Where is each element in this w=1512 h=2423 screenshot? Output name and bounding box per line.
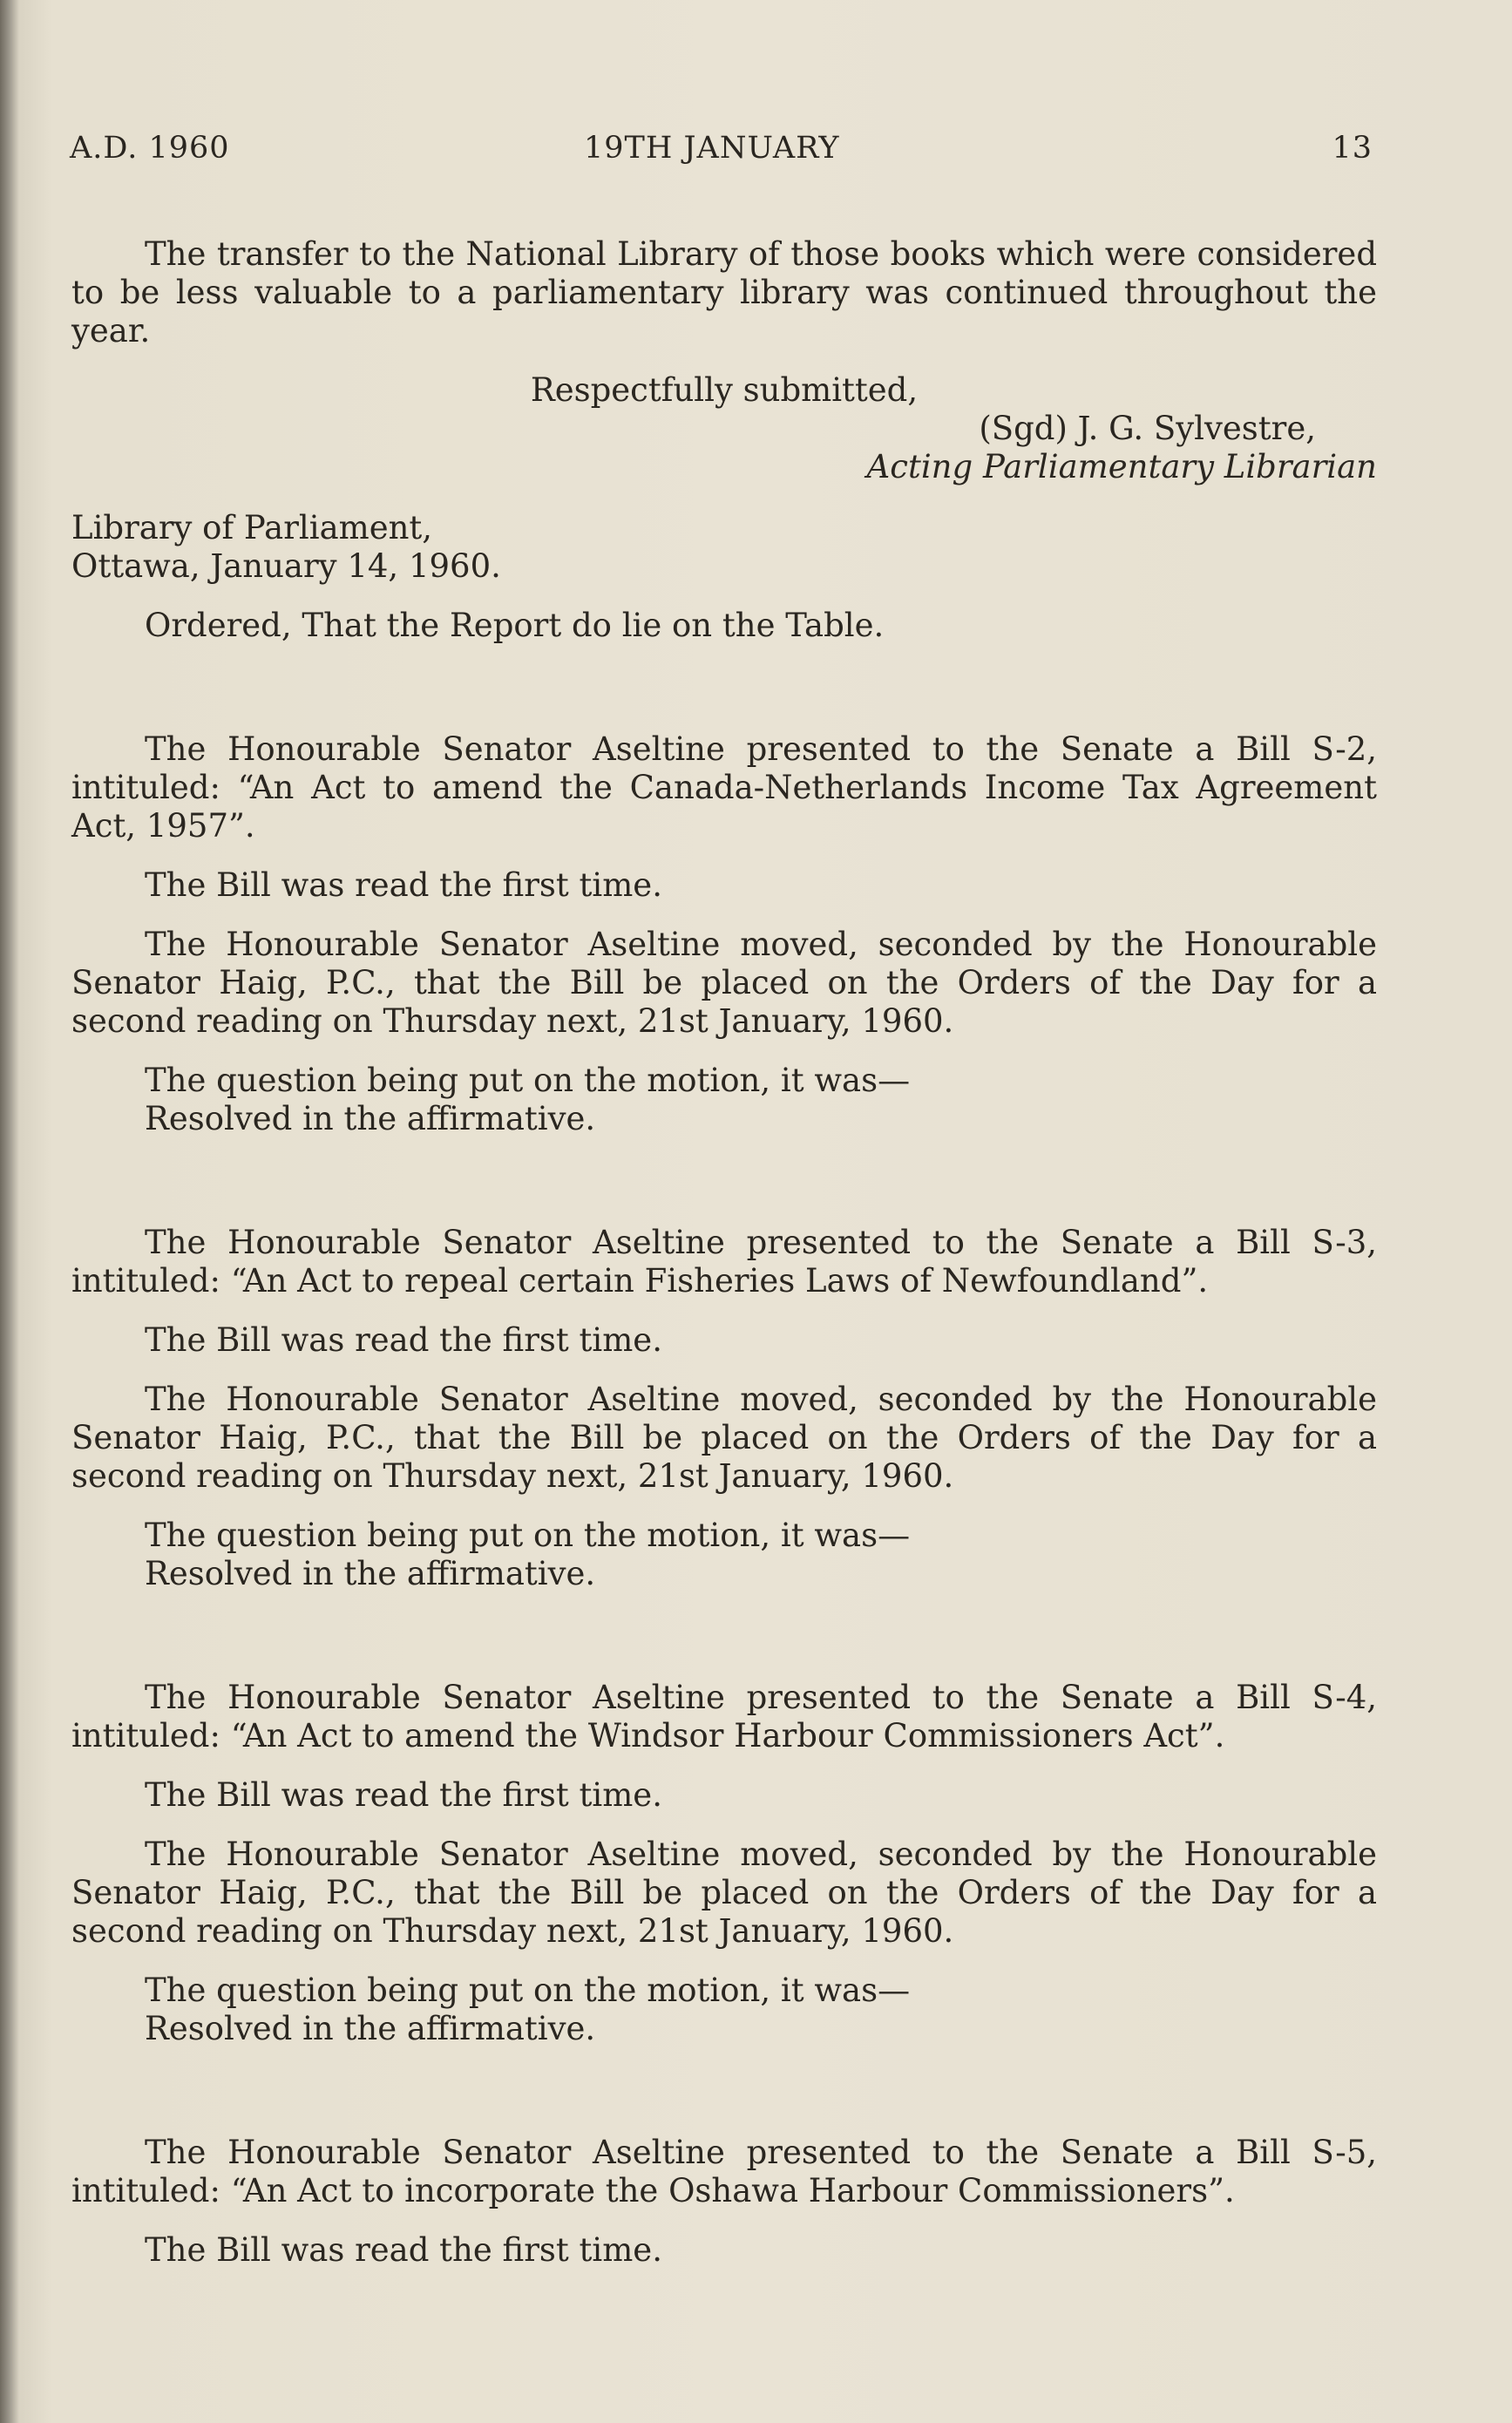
- bill-s5-presented: The Honourable Senator Aseltine presented to the Senate a Bill S-5, intituled: “An Act to incorporate the Oshawa Harbour Commissioners”.: [71, 2134, 1377, 2209]
- bill-s4-resolved: Resolved in the affirmative.: [145, 2010, 596, 2047]
- page-body: [71, 235, 1377, 2270]
- bill-s4-presented: The Honourable Senator Aseltine presented to the Senate a Bill S-4, intituled: “An Act to amend the Windsor Harbour Commissioners Act”.: [71, 1679, 1377, 1754]
- bill-s5-read: The Bill was read the first time.: [145, 2231, 662, 2269]
- bill-s4-question: The question being put on the motion, it was—: [145, 1972, 911, 2009]
- bill-s3-read: The Bill was read the first time.: [145, 1321, 662, 1359]
- ordered-paragraph: Ordered, That the Report do lie on the Table.: [145, 607, 885, 644]
- bill-s3-question: The question being put on the motion, it was—: [145, 1517, 911, 1554]
- place-line-1: Library of Parliament,: [71, 509, 433, 546]
- signature-title: Acting Parliamentary Librarian: [866, 448, 1377, 485]
- bill-s3-presented: The Honourable Senator Aseltine presented to the Senate a Bill S-3, intituled: “An Act to repeal certain Fisheries Laws of Newfoundland”.: [71, 1224, 1377, 1300]
- header-date: 19TH JANUARY: [584, 131, 840, 166]
- page-number: 13: [1332, 131, 1373, 166]
- bill-s2-resolved: Resolved in the affirmative.: [145, 1100, 596, 1137]
- library-transfer-paragraph: The transfer to the National Library of those books which were considered to be less valuable to a parliamentary library was continued throughout the year.: [71, 235, 1377, 350]
- bill-s2-read: The Bill was read the first time.: [145, 866, 662, 904]
- bill-s4-moved: The Honourable Senator Aseltine moved, seconded by the Honourable Senator Haig, P.C., that the Bill be placed on the Orders of the Day for a second reading on Thursday next, 21st January, 1960.: [71, 1836, 1377, 1950]
- bill-s3-resolved: Resolved in the affirmative.: [145, 1555, 596, 1592]
- bill-s3-moved: The Honourable Senator Aseltine moved, seconded by the Honourable Senator Haig, P.C., that the Bill be placed on the Orders of the Day for a second reading on Thursday next, 21st January, 1960.: [71, 1381, 1377, 1495]
- bill-s2-moved: The Honourable Senator Aseltine moved, seconded by the Honourable Senator Haig, P.C., that the Bill be placed on the Orders of the Day for a second reading on Thursday next, 21st January, 1960.: [71, 926, 1377, 1040]
- bill-s2-question: The question being put on the motion, it was—: [145, 1062, 911, 1099]
- bill-s2-presented: The Honourable Senator Aseltine presented to the Senate a Bill S-2, intituled: “An Act to amend the Canada-Netherlands Income Tax Agreement Act, 1957”.: [71, 730, 1377, 845]
- place-line-2: Ottawa, January 14, 1960.: [71, 547, 501, 585]
- bill-s4-read: The Bill was read the first time.: [145, 1776, 662, 1814]
- page-header: [70, 131, 1373, 174]
- header-year: A.D. 1960: [70, 131, 230, 166]
- signature-name: (Sgd) J. G. Sylvestre,: [979, 410, 1316, 447]
- respectfully-submitted: Respectfully submitted,: [530, 371, 919, 409]
